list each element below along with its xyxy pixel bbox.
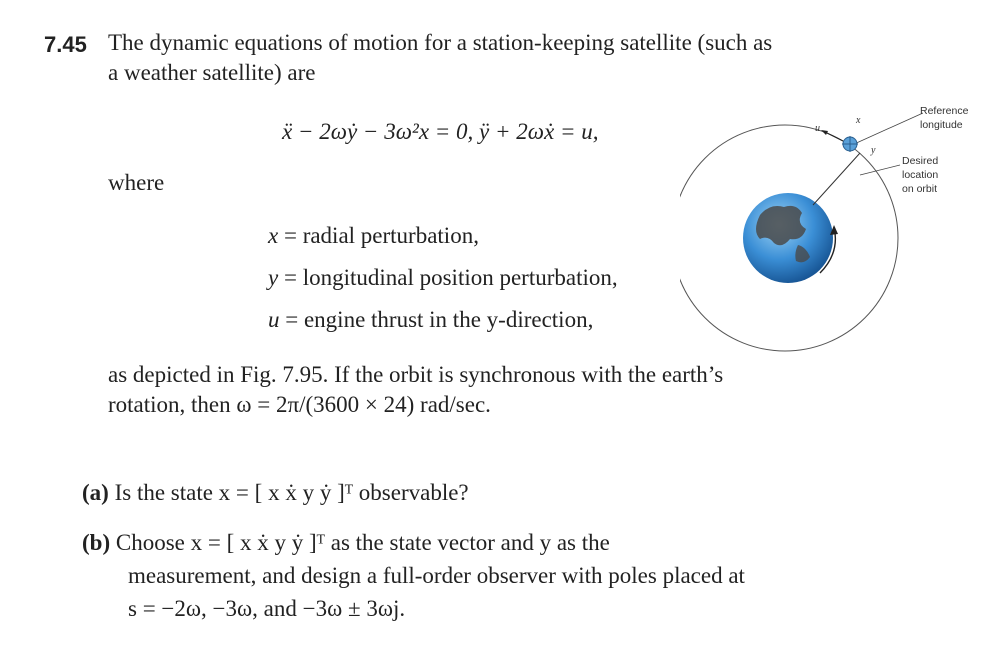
part-b-line-2: measurement, and design a full-order observer with poles placed at bbox=[128, 563, 745, 588]
definition-text: = longitudinal position perturbation, bbox=[283, 265, 618, 290]
axis-x-label: x bbox=[856, 115, 861, 126]
equation-of-motion: ẍ − 2ωẏ − 3ω²x = 0, ÿ + 2ωẋ = u, bbox=[282, 119, 599, 144]
intro-line-1: The dynamic equations of motion for a station-keeping satellite (such as bbox=[108, 30, 773, 55]
part-b bbox=[82, 528, 610, 558]
depicted-line-2: rotation, then ω = 2π/(3600 × 24) rad/sec. bbox=[108, 392, 491, 417]
earth-globe bbox=[743, 193, 833, 283]
definition-text: = engine thrust in the y-direction, bbox=[285, 307, 594, 332]
definition-symbol: x bbox=[268, 223, 279, 248]
part-b-label: (b) bbox=[82, 530, 111, 555]
label-line: on orbit bbox=[902, 183, 938, 195]
part-b-line-1: Choose x = [ x ẋ y ẏ ]ᵀ as the state vector and y as the bbox=[115, 530, 610, 555]
definition-text: = radial perturbation, bbox=[283, 223, 479, 248]
definition-y bbox=[268, 265, 618, 291]
thrust-arrowhead bbox=[821, 130, 828, 135]
definition-symbol: y bbox=[268, 265, 279, 290]
orbit-figure bbox=[680, 95, 1000, 355]
satellite-radial-line bbox=[813, 153, 860, 205]
intro-line-2: a weather satellite) are bbox=[108, 60, 316, 85]
part-b-line-3: s = −2ω, −3ω, and −3ω ± 3ωj. bbox=[128, 596, 406, 621]
label-line: location bbox=[902, 169, 939, 181]
desired-location-line bbox=[860, 165, 900, 175]
definition-symbol: u bbox=[268, 307, 280, 332]
label-line: longitude bbox=[920, 119, 963, 131]
label-line: Desired bbox=[902, 155, 939, 167]
axis-y-label: y bbox=[871, 145, 876, 156]
part-a-label: (a) bbox=[82, 480, 109, 505]
problem-number: 7.45 bbox=[44, 32, 87, 57]
depicted-line-1: as depicted in Fig. 7.95. If the orbit is synchronous with the earth’s bbox=[108, 362, 724, 387]
part-a bbox=[82, 478, 469, 508]
definition-u bbox=[268, 307, 593, 333]
desired-location-label bbox=[902, 154, 938, 196]
axis-u-label: u bbox=[815, 123, 820, 134]
part-a-text: Is the state x = [ x ẋ y ẏ ]ᵀ observable? bbox=[114, 480, 469, 505]
definition-x bbox=[268, 223, 479, 249]
label-line: Reference bbox=[920, 105, 969, 117]
reference-longitude-line bbox=[852, 113, 923, 145]
where-label: where bbox=[108, 170, 165, 195]
reference-longitude-label bbox=[920, 104, 968, 132]
